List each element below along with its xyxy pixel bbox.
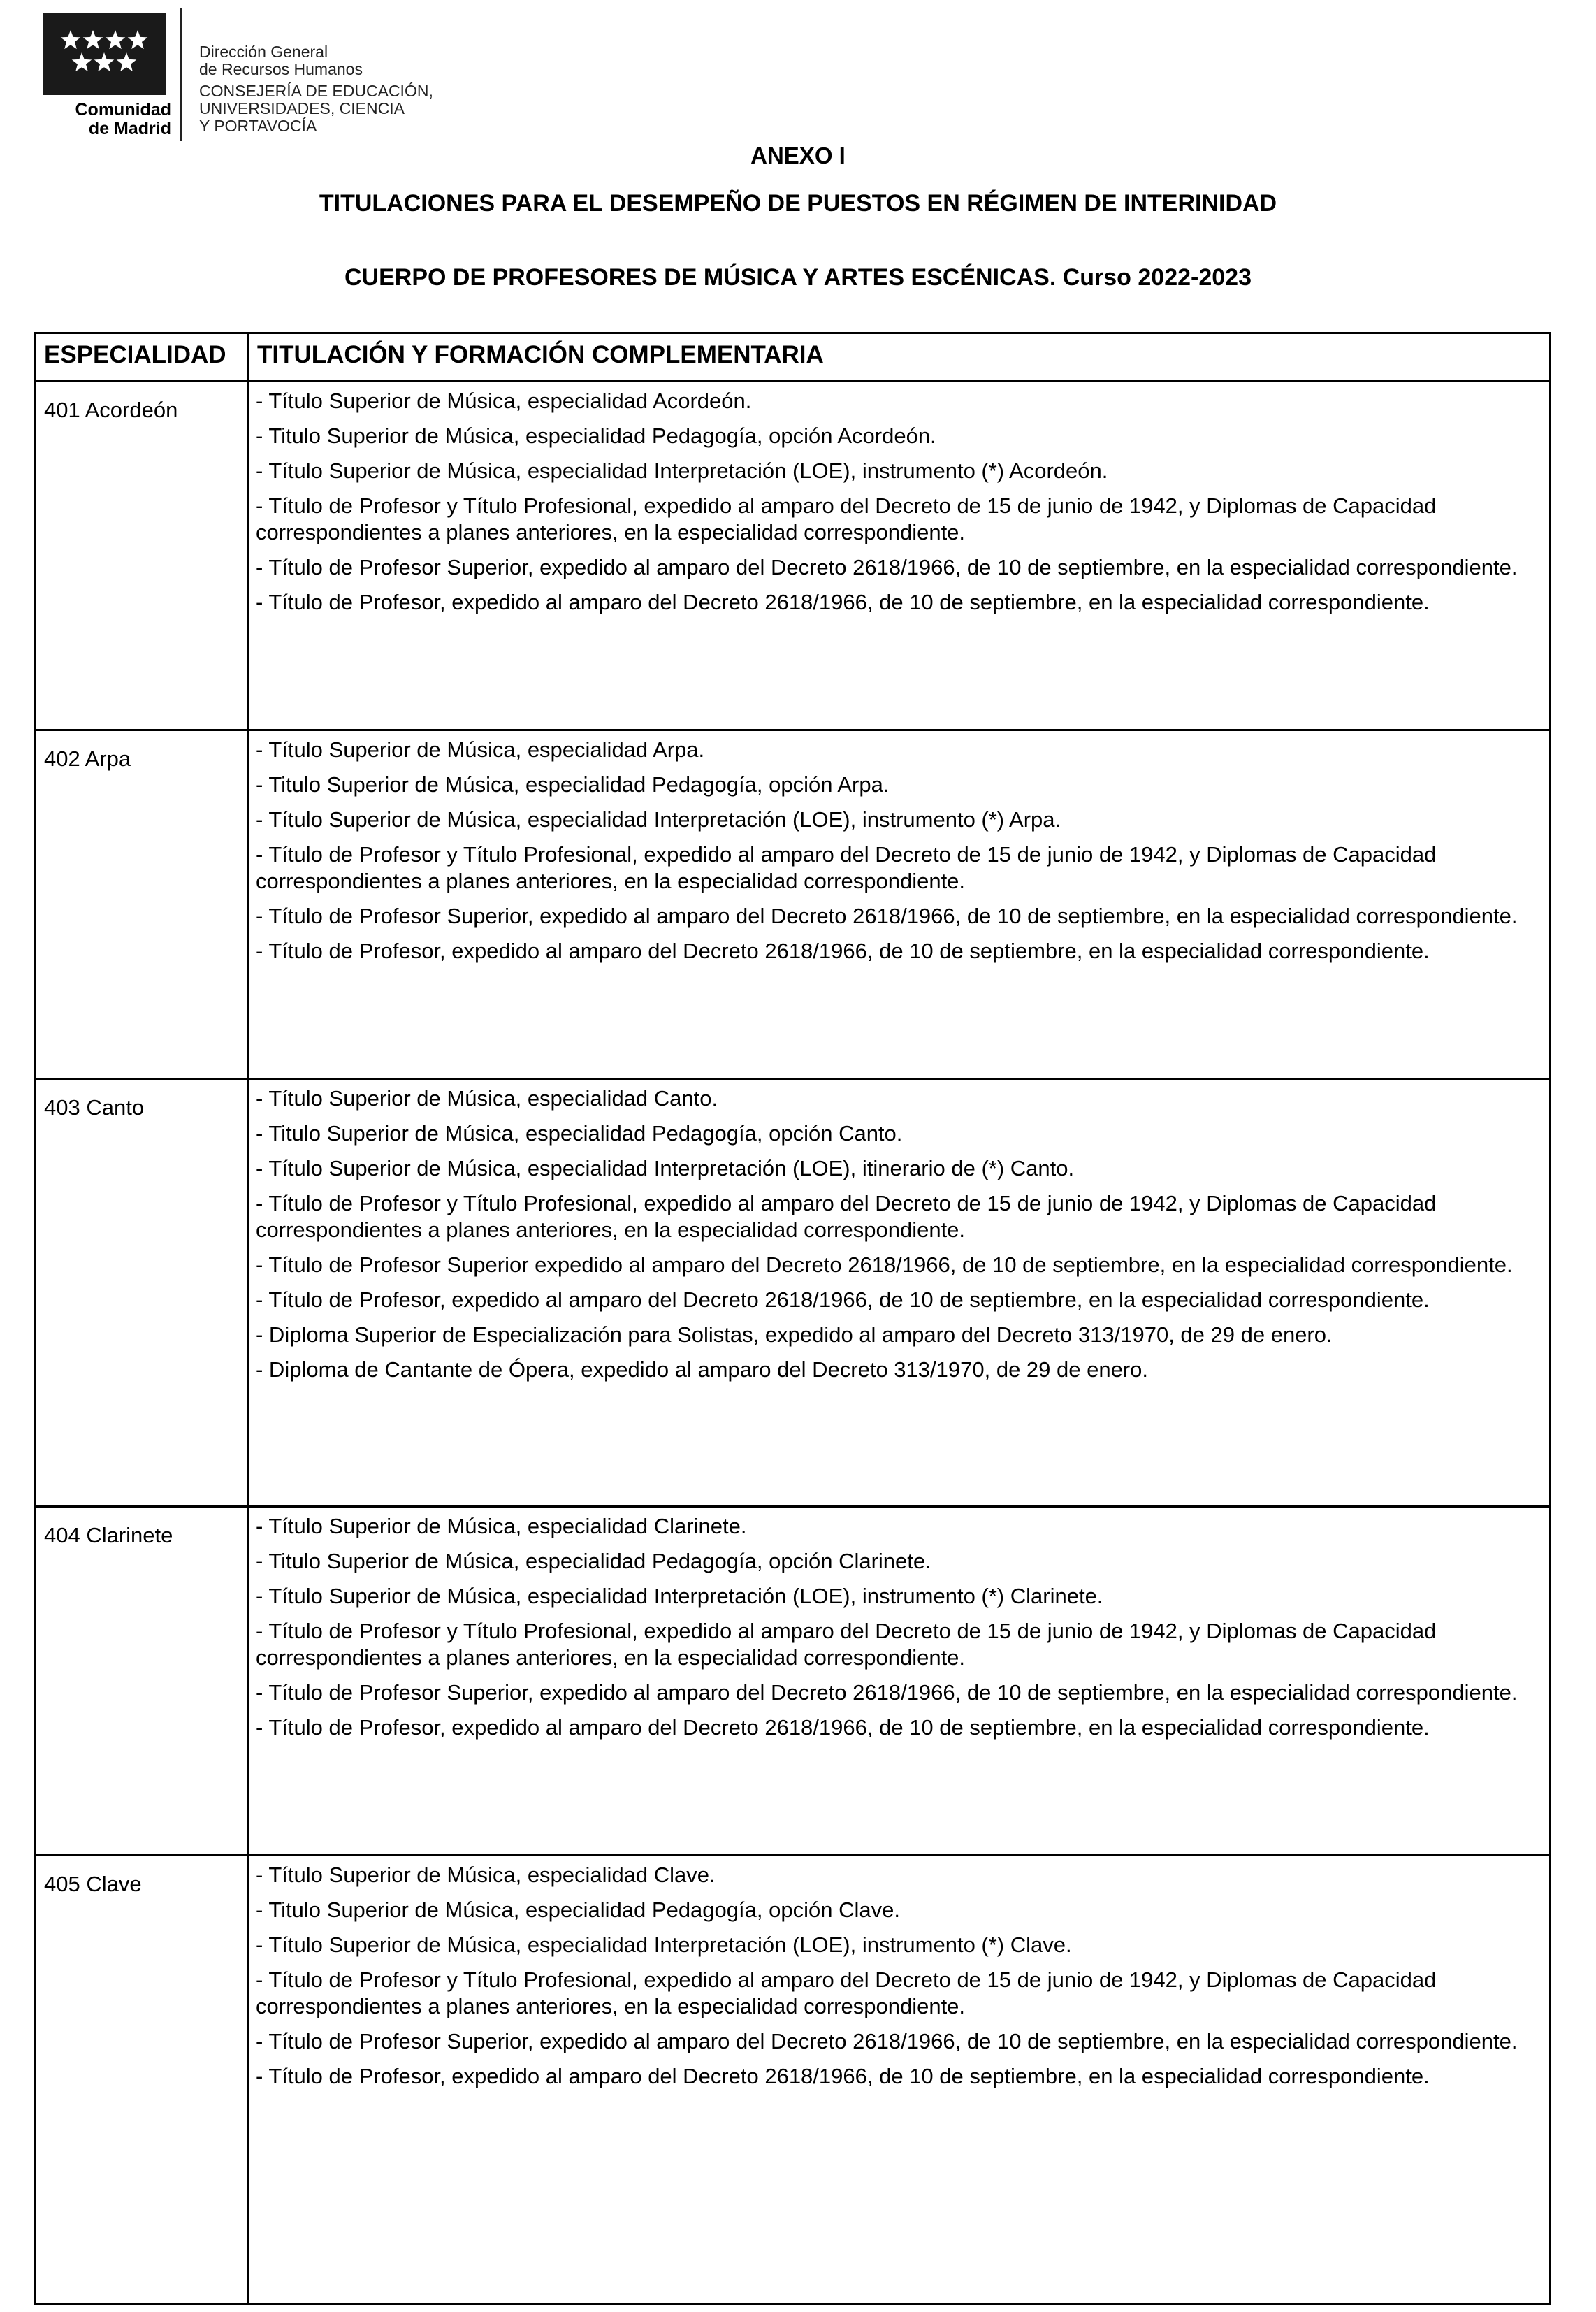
qualification-item: - Título Superior de Música, especialidad Canto. bbox=[256, 1086, 718, 1111]
logo-text-line-1: Comunidad bbox=[75, 100, 171, 120]
qualification-item: - Título Superior de Música, especialidad Interpretación (LOE), instrumento (*) Arpa. bbox=[256, 807, 1061, 832]
column-header-qualification: TITULACIÓN Y FORMACIÓN COMPLEMENTARIA bbox=[248, 333, 1551, 382]
specialty-label: 404 Clarinete bbox=[44, 1523, 173, 1547]
qualification-cell bbox=[248, 1079, 1551, 1507]
qualification-cell bbox=[248, 382, 1551, 730]
logo-text-line-2: de Madrid bbox=[88, 119, 171, 138]
qualification-item: - Título de Profesor, expedido al amparo del Decreto 2618/1966, de 10 de septiembre, en la especialidad correspondiente. bbox=[256, 1287, 1430, 1312]
qualification-item: - Título de Profesor y Título Profesional, expedido al amparo del Decreto de 15 de junio de 1942, y Diplomas de Capacidad correspondientes a planes anteriores, en la especialidad correspondiente. bbox=[256, 1619, 1437, 1670]
comunidad-de-madrid-logo bbox=[38, 8, 177, 141]
qualification-item: - Titulo Superior de Música, especialidad Pedagogía, opción Acordeón. bbox=[256, 424, 936, 448]
qualification-cell bbox=[248, 1507, 1551, 1856]
qualification-item: - Título de Profesor Superior, expedido al amparo del Decreto 2618/1966, de 10 de septiembre, en la especialidad correspondiente. bbox=[256, 2029, 1518, 2053]
qualification-item: - Título de Profesor y Título Profesional, expedido al amparo del Decreto de 15 de junio de 1942, y Diplomas de Capacidad correspondientes a planes anteriores, en la especialidad correspondiente. bbox=[256, 1967, 1437, 2018]
qualification-item: - Titulo Superior de Música, especialidad Pedagogía, opción Canto. bbox=[256, 1121, 903, 1146]
page-header bbox=[38, 8, 433, 145]
logo-flag bbox=[43, 13, 166, 95]
column-header-specialty: ESPECIALIDAD bbox=[35, 333, 248, 382]
specialty-label: 401 Acordeón bbox=[44, 398, 178, 422]
qualification-item: - Título Superior de Música, especialidad Clave. bbox=[256, 1863, 716, 1887]
qualifications-table bbox=[34, 332, 1551, 2305]
document-subtitle: TITULACIONES PARA EL DESEMPEÑO DE PUESTOS EN RÉGIMEN DE INTERINIDAD bbox=[319, 190, 1277, 217]
table-row bbox=[35, 382, 1551, 730]
logo-text bbox=[38, 101, 171, 138]
qualification-item: - Título de Profesor Superior, expedido al amparo del Decreto 2618/1966, de 10 de septiembre, en la especialidad correspondiente. bbox=[256, 555, 1518, 579]
stars-icon bbox=[43, 13, 166, 95]
dept-line: UNIVERSIDADES, CIENCIA bbox=[199, 99, 405, 117]
department-name bbox=[199, 43, 433, 135]
qualification-item: - Titulo Superior de Música, especialidad Pedagogía, opción Clarinete. bbox=[256, 1549, 931, 1573]
qualification-item: - Título de Profesor, expedido al amparo del Decreto 2618/1966, de 10 de septiembre, en la especialidad correspondiente. bbox=[256, 939, 1430, 963]
table-row bbox=[35, 1507, 1551, 1856]
qualification-item: - Diploma Superior de Especialización para Solistas, expedido al amparo del Decreto 313/1970, de 29 de enero. bbox=[256, 1322, 1333, 1347]
specialty-label: 403 Canto bbox=[44, 1095, 145, 1120]
specialty-cell bbox=[35, 730, 248, 1079]
header-divider bbox=[180, 8, 182, 141]
qualification-item: - Título Superior de Música, especialidad Clarinete. bbox=[256, 1514, 747, 1538]
qualification-item: - Título de Profesor Superior, expedido al amparo del Decreto 2618/1966, de 10 de septiembre, en la especialidad correspondiente. bbox=[256, 1680, 1518, 1705]
qualification-item: - Título Superior de Música, especialidad Interpretación (LOE), itinerario de (*) Canto. bbox=[256, 1156, 1075, 1180]
qualification-item: - Título de Profesor y Título Profesional, expedido al amparo del Decreto de 15 de junio de 1942, y Diplomas de Capacidad correspondientes a planes anteriores, en la especialidad correspondiente. bbox=[256, 842, 1437, 893]
table-row bbox=[35, 1079, 1551, 1507]
qualification-item: - Título Superior de Música, especialidad Arpa. bbox=[256, 737, 705, 762]
annex-title: ANEXO I bbox=[750, 143, 846, 168]
qualification-item: - Título Superior de Música, especialidad Interpretación (LOE), instrumento (*) Clarinete. bbox=[256, 1584, 1103, 1608]
qualification-item: - Título de Profesor y Título Profesional, expedido al amparo del Decreto de 15 de junio de 1942, y Diplomas de Capacidad correspondientes a planes anteriores, en la especialidad correspondiente. bbox=[256, 1191, 1437, 1242]
body-title: CUERPO DE PROFESORES DE MÚSICA Y ARTES ESCÉNICAS. Curso 2022-2023 bbox=[344, 264, 1252, 291]
qualification-item: - Título de Profesor Superior expedido al amparo del Decreto 2618/1966, de 10 de septiembre, en la especialidad correspondiente. bbox=[256, 1252, 1513, 1277]
specialty-label: 402 Arpa bbox=[44, 746, 131, 771]
dept-line: CONSEJERÍA DE EDUCACIÓN, bbox=[199, 82, 433, 100]
specialty-cell bbox=[35, 382, 248, 730]
qualification-item: - Título Superior de Música, especialidad Interpretación (LOE), instrumento (*) Clave. bbox=[256, 1932, 1072, 1957]
specialty-cell bbox=[35, 1079, 248, 1507]
qualification-item: - Título de Profesor, expedido al amparo del Decreto 2618/1966, de 10 de septiembre, en la especialidad correspondiente. bbox=[256, 2064, 1430, 2088]
table-row bbox=[35, 1856, 1551, 2304]
table-header-row bbox=[35, 333, 1551, 382]
specialty-cell bbox=[35, 1856, 248, 2304]
qualification-item: - Titulo Superior de Música, especialidad Pedagogía, opción Arpa. bbox=[256, 772, 890, 797]
qualification-item: - Título Superior de Música, especialidad Interpretación (LOE), instrumento (*) Acordeón. bbox=[256, 458, 1108, 483]
dept-line: Dirección General bbox=[199, 43, 328, 61]
qualification-item: - Título de Profesor Superior, expedido al amparo del Decreto 2618/1966, de 10 de septiembre, en la especialidad correspondiente. bbox=[256, 904, 1518, 928]
qualification-item: - Título de Profesor, expedido al amparo del Decreto 2618/1966, de 10 de septiembre, en la especialidad correspondiente. bbox=[256, 590, 1430, 614]
qualification-item: - Título de Profesor, expedido al amparo del Decreto 2618/1966, de 10 de septiembre, en la especialidad correspondiente. bbox=[256, 1715, 1430, 1740]
qualification-item: - Título de Profesor y Título Profesional, expedido al amparo del Decreto de 15 de junio de 1942, y Diplomas de Capacidad correspondientes a planes anteriores, en la especialidad correspondiente. bbox=[256, 493, 1437, 544]
qualification-item: - Diploma de Cantante de Ópera, expedido al amparo del Decreto 313/1970, de 29 de enero. bbox=[256, 1357, 1149, 1382]
table-row bbox=[35, 730, 1551, 1079]
specialty-cell bbox=[35, 1507, 248, 1856]
qualification-item: - Titulo Superior de Música, especialidad Pedagogía, opción Clave. bbox=[256, 1898, 900, 1922]
dept-line: de Recursos Humanos bbox=[199, 60, 363, 78]
qualification-cell bbox=[248, 1856, 1551, 2304]
qualification-item: - Título Superior de Música, especialidad Acordeón. bbox=[256, 389, 752, 413]
dept-line: Y PORTAVOCÍA bbox=[199, 117, 317, 135]
specialty-label: 405 Clave bbox=[44, 1872, 142, 1896]
qualification-cell bbox=[248, 730, 1551, 1079]
